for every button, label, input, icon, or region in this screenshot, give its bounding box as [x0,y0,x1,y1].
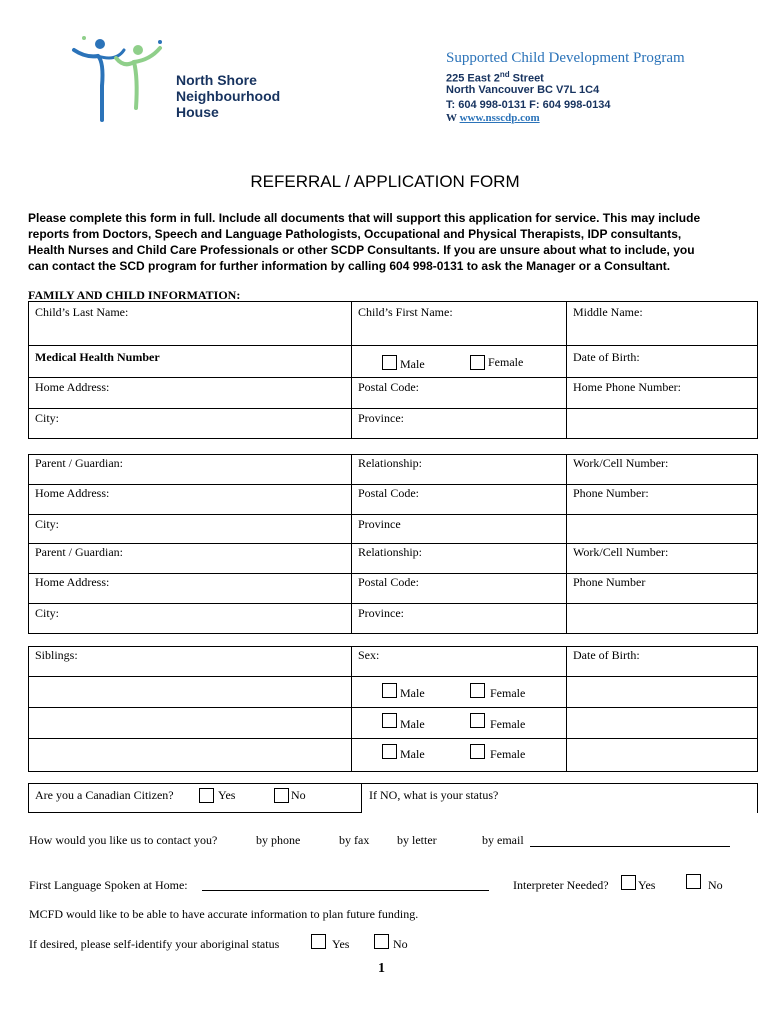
row-divider [28,484,757,485]
aboriginal-yes-label: Yes [332,937,350,951]
row-divider [28,633,757,634]
childs-first-name-field[interactable]: Child’s First Name: [358,305,453,319]
form-title: REFERRAL / APPLICATION FORM [250,172,520,191]
sibling1-male-checkbox[interactable] [382,683,397,698]
aboriginal-status-question: If desired, please self-identify your aboriginal status [29,937,280,951]
child-male-checkbox[interactable] [382,355,397,370]
row-divider [28,438,757,439]
sibling3-male-label: Male [400,747,425,761]
program-website [446,112,540,124]
email-input-line[interactable] [530,846,730,847]
first-language-label: First Language Spoken at Home: [29,878,188,892]
sibling-dob-header: Date of Birth: [573,648,640,662]
citizen-no-checkbox[interactable] [274,788,289,803]
form-instructions [28,210,758,274]
interpreter-yes-checkbox[interactable] [621,875,636,890]
guardian2-name-field[interactable]: Parent / Guardian: [35,545,123,559]
interpreter-no-checkbox[interactable] [686,874,701,889]
row-divider [28,543,757,544]
sibling3-female-checkbox[interactable] [470,744,485,759]
guardian1-phone-field[interactable]: Phone Number: [573,486,649,500]
child-city-field[interactable]: City: [35,411,60,425]
guardian2-phone-field[interactable]: Phone Number [573,575,646,589]
guardian1-postal-code-field[interactable]: Postal Code: [358,486,420,500]
guardian2-home-address-field[interactable]: Home Address: [35,575,110,589]
sibling3-male-checkbox[interactable] [382,744,397,759]
siblings-header: Siblings: [35,648,78,662]
table-border-right [757,301,758,439]
citizen-border-top [28,783,757,784]
address-sup: nd [499,70,510,79]
org-name-line: House [176,104,219,120]
row-divider [28,514,757,515]
mcfd-note: MCFD would like to be able to have accurate information to plan future funding. [29,907,419,921]
contact-by-phone-option[interactable]: by phone [256,833,301,847]
child-female-checkbox[interactable] [470,355,485,370]
child-home-address-field[interactable]: Home Address: [35,380,110,394]
citizen-border-left [28,783,29,813]
contact-by-fax-option[interactable]: by fax [339,833,370,847]
program-name: Supported Child Development Program [446,50,685,66]
guardian2-city-field[interactable]: City: [35,606,60,620]
interpreter-needed-label: Interpreter Needed? [513,878,609,892]
section-title: FAMILY AND CHILD INFORMATION: [28,288,241,302]
interpreter-yes-label: Yes [638,878,656,892]
guardian1-relationship-field[interactable]: Relationship: [358,456,422,470]
sibling3-female-label: Female [490,747,526,761]
table-border-right [757,646,758,772]
child-male-label: Male [400,357,425,371]
sibling2-female-label: Female [490,717,526,731]
column-divider [566,301,567,439]
row-divider [28,738,757,739]
contact-by-letter-option[interactable]: by letter [397,833,437,847]
row-divider [28,408,757,409]
sibling1-female-checkbox[interactable] [470,683,485,698]
guardian2-relationship-field[interactable]: Relationship: [358,545,422,559]
table-border-left [28,301,29,439]
organization-logo [64,28,172,124]
row-divider [28,573,757,574]
citizen-yes-label: Yes [218,788,236,802]
aboriginal-no-checkbox[interactable] [374,934,389,949]
guardian2-province-field[interactable]: Province: [358,606,404,620]
row-divider [28,676,757,677]
address-street-end: Street [509,72,544,85]
sibling1-male-label: Male [400,686,425,700]
row-divider [28,301,757,302]
column-divider [351,454,352,634]
guardian1-home-address-field[interactable]: Home Address: [35,486,110,500]
guardian1-city-field[interactable]: City: [35,517,60,531]
middle-name-field[interactable]: Middle Name: [573,305,643,319]
column-divider [566,646,567,772]
guardian2-work-cell-field[interactable]: Work/Cell Number: [573,545,669,559]
child-home-phone-field[interactable]: Home Phone Number: [573,380,681,394]
sex-header: Sex: [358,648,380,662]
first-language-input-line[interactable] [202,890,489,891]
column-divider [566,454,567,634]
guardian1-name-field[interactable]: Parent / Guardian: [35,456,123,470]
citizenship-status-field[interactable]: If NO, what is your status? [369,788,499,802]
address-street: 225 East 2 [446,72,500,85]
child-female-label: Female [488,355,524,369]
canadian-citizen-question: Are you a Canadian Citizen? [35,788,174,802]
citizen-divider [361,783,362,813]
program-phone-fax: T: 604 998-0131 F: 604 998-0134 [446,99,611,111]
row-divider [28,707,757,708]
sibling2-male-checkbox[interactable] [382,713,397,728]
table-border-right [757,454,758,634]
row-divider [28,603,757,604]
medical-health-number-field[interactable]: Medical Health Number [35,350,160,364]
column-divider [351,646,352,772]
intro-line: Health Nurses and Child Care Professionals or other SCDP Consultants. If you are unsure about what to include, you [28,243,695,257]
web-prefix: W [446,112,460,124]
program-address-line2: North Vancouver BC V7L 1C4 [446,84,600,96]
citizen-border-right [757,783,758,813]
citizen-yes-checkbox[interactable] [199,788,214,803]
sibling2-male-label: Male [400,717,425,731]
row-divider [28,646,757,647]
interpreter-no-label: No [708,878,723,892]
row-divider [28,345,757,346]
table-border-left [28,454,29,634]
intro-line: can contact the SCD program for further information by calling 604 998-0131 to ask the Manager or a Consultant. [28,259,671,273]
contact-by-email-option[interactable]: by email [482,833,524,847]
intro-line: Please complete this form in full. Include all documents that will support this application for service. This may include [28,211,701,225]
child-province-field[interactable]: Province: [358,411,404,425]
row-divider [28,771,757,772]
table-border-left [28,646,29,772]
aboriginal-yes-checkbox[interactable] [311,934,326,949]
guardian1-province-field[interactable]: Province [358,517,401,531]
child-postal-code-field[interactable]: Postal Code: [358,380,420,394]
child-date-of-birth-field[interactable]: Date of Birth: [573,350,640,364]
page-number: 1 [378,961,385,976]
column-divider [351,301,352,439]
contact-method-question: How would you like us to contact you? [29,833,218,847]
org-name-line: Neighbourhood [176,88,281,104]
intro-line: reports from Doctors, Speech and Language Pathologists, Occupational and Physical Therapists, IDP consultants, [28,227,682,241]
row-divider [28,454,757,455]
sibling1-female-label: Female [490,686,526,700]
row-divider [28,377,757,378]
sibling2-female-checkbox[interactable] [470,713,485,728]
childs-last-name-field[interactable]: Child’s Last Name: [35,305,129,319]
aboriginal-no-label: No [393,937,408,951]
citizen-no-label: No [291,788,306,802]
guardian1-work-cell-field[interactable]: Work/Cell Number: [573,456,669,470]
organization-name [176,72,280,120]
website-link[interactable]: www.nsscdp.com [459,112,540,124]
guardian2-postal-code-field[interactable]: Postal Code: [358,575,420,589]
org-name-line: North Shore [176,72,257,88]
citizen-border-bottom [28,812,361,813]
